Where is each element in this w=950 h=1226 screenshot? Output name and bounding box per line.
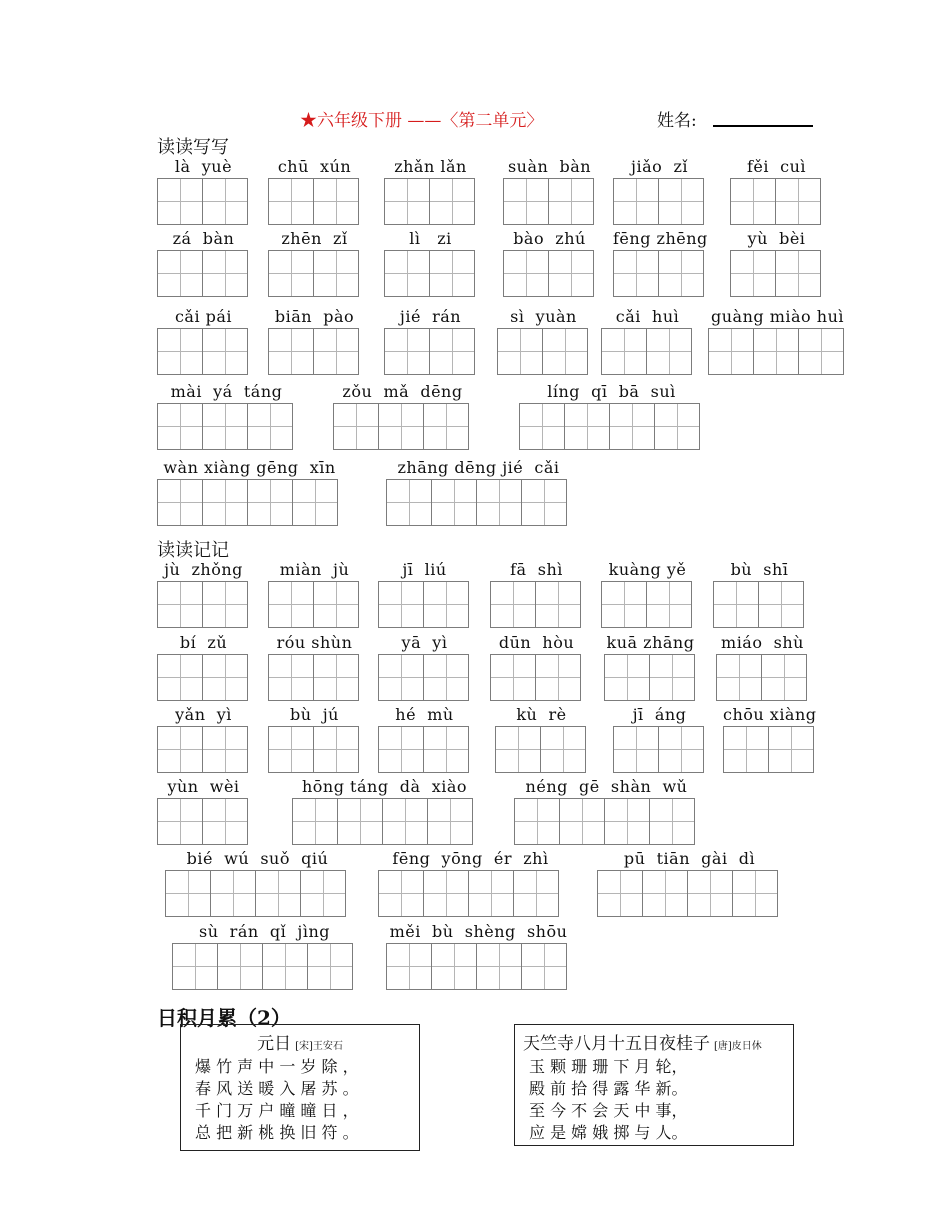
writing-cell[interactable]	[268, 178, 314, 225]
writing-cell[interactable]	[384, 328, 430, 375]
pinyin-label: bù shī	[730, 560, 789, 579]
word-group	[378, 633, 471, 703]
writing-cell[interactable]	[202, 403, 248, 450]
tianzige-grid	[268, 654, 358, 701]
writing-cell[interactable]	[378, 870, 424, 917]
poem-box-1	[180, 1024, 420, 1151]
word-group	[716, 633, 809, 703]
writing-cell[interactable]	[646, 328, 692, 375]
tianzige-grid	[495, 726, 585, 773]
tianzige-grid	[172, 943, 352, 990]
tianzige-grid	[165, 870, 345, 917]
pinyin-label: bù jú	[290, 705, 339, 724]
tianzige-grid	[157, 798, 247, 845]
pinyin-label: zhēn zǐ	[281, 229, 348, 248]
tianzige-grid	[378, 654, 468, 701]
writing-cell[interactable]	[514, 798, 560, 845]
writing-cell[interactable]	[535, 654, 581, 701]
writing-cell[interactable]	[268, 654, 314, 701]
pinyin-label: róu shùn	[276, 633, 353, 652]
word-group	[730, 229, 823, 299]
writing-cell[interactable]	[649, 654, 695, 701]
writing-cell[interactable]	[300, 870, 346, 917]
writing-cell[interactable]	[540, 726, 586, 773]
tianzige-grid	[384, 328, 474, 375]
writing-cell[interactable]	[654, 403, 700, 450]
word-group	[157, 777, 250, 847]
writing-cell[interactable]	[268, 328, 314, 375]
pinyin-label: bié wú suǒ qiú	[186, 849, 329, 868]
writing-cell[interactable]	[601, 328, 647, 375]
tianzige-grid	[716, 654, 806, 701]
pinyin-label: wàn xiàng gēng xīn	[163, 458, 336, 477]
tianzige-grid	[333, 403, 468, 450]
pinyin-label: miàn jù	[279, 560, 350, 579]
pinyin-label: zǒu mǎ dēng	[342, 382, 463, 401]
writing-cell[interactable]	[202, 726, 248, 773]
tianzige-grid	[292, 798, 472, 845]
writing-cell[interactable]	[427, 798, 473, 845]
writing-cell[interactable]	[476, 943, 522, 990]
tianzige-grid	[378, 870, 558, 917]
writing-cell[interactable]	[268, 726, 314, 773]
writing-cell[interactable]	[202, 654, 248, 701]
writing-cell[interactable]	[604, 798, 650, 845]
writing-cell[interactable]	[202, 250, 248, 297]
writing-cell[interactable]	[521, 479, 567, 526]
pinyin-label: líng qī bā suì	[547, 382, 676, 401]
word-group	[157, 157, 250, 227]
section-read-remember: 读读记记	[157, 540, 229, 561]
word-group	[165, 849, 350, 919]
writing-cell[interactable]	[165, 870, 211, 917]
writing-cell[interactable]	[313, 726, 359, 773]
writing-cell[interactable]	[382, 798, 428, 845]
pinyin-label: néng gē shàn wǔ	[525, 777, 688, 796]
word-group	[378, 849, 563, 919]
writing-cell[interactable]	[490, 654, 536, 701]
writing-cell[interactable]	[157, 328, 203, 375]
word-group	[490, 560, 583, 630]
writing-cell[interactable]	[658, 726, 704, 773]
tianzige-grid	[157, 581, 247, 628]
writing-cell[interactable]	[313, 178, 359, 225]
word-group	[384, 307, 477, 377]
poem-title-text: 天竺寺八月十五日夜桂子	[523, 1034, 710, 1054]
writing-cell[interactable]	[775, 178, 821, 225]
writing-cell[interactable]	[268, 250, 314, 297]
tianzige-grid	[730, 178, 820, 225]
writing-cell[interactable]	[378, 581, 424, 628]
pinyin-label: dūn hòu	[498, 633, 575, 652]
tianzige-grid	[157, 479, 337, 526]
pinyin-label: hōng táng dà xiào	[301, 777, 468, 796]
word-group	[613, 229, 706, 299]
writing-cell[interactable]	[761, 654, 807, 701]
pinyin-label: chōu xiàng	[723, 705, 817, 724]
writing-cell[interactable]	[758, 581, 804, 628]
pinyin-label: là yuè	[174, 157, 233, 176]
word-group	[503, 229, 596, 299]
writing-cell[interactable]	[548, 250, 594, 297]
writing-cell[interactable]	[716, 654, 762, 701]
writing-cell[interactable]	[775, 250, 821, 297]
pinyin-label: yù bèi	[747, 229, 806, 248]
writing-cell[interactable]	[157, 581, 203, 628]
writing-cell[interactable]	[431, 479, 477, 526]
writing-cell[interactable]	[384, 250, 430, 297]
writing-cell[interactable]	[642, 870, 688, 917]
tianzige-grid	[386, 943, 566, 990]
name-label: 姓名:	[657, 111, 697, 131]
writing-cell[interactable]	[292, 798, 338, 845]
tianzige-grid	[157, 250, 247, 297]
writing-cell[interactable]	[386, 479, 432, 526]
word-group	[519, 382, 704, 452]
word-group	[730, 157, 823, 227]
writing-cell[interactable]	[713, 581, 759, 628]
writing-cell[interactable]	[423, 726, 469, 773]
pinyin-label: jié rán	[399, 307, 462, 326]
poem-line: 爆 竹 声 中 一 岁 除 ，	[195, 1057, 359, 1076]
poem-title-text: 元日	[257, 1034, 292, 1054]
tianzige-grid	[157, 328, 247, 375]
word-group	[268, 157, 361, 227]
writing-cell[interactable]	[333, 403, 379, 450]
word-group	[384, 229, 477, 299]
writing-cell[interactable]	[157, 479, 203, 526]
word-group	[713, 560, 806, 630]
page-title: ★六年级下册 ——〈第二单元〉	[300, 111, 544, 131]
tianzige-grid	[613, 726, 703, 773]
writing-cell[interactable]	[708, 328, 754, 375]
writing-cell[interactable]	[658, 250, 704, 297]
tianzige-grid	[157, 726, 247, 773]
writing-cell[interactable]	[601, 581, 647, 628]
writing-cell[interactable]	[521, 943, 567, 990]
word-group	[601, 560, 694, 630]
writing-cell[interactable]	[262, 943, 308, 990]
writing-cell[interactable]	[649, 798, 695, 845]
writing-cell[interactable]	[268, 581, 314, 628]
pinyin-label: cǎi huì	[615, 307, 680, 326]
poem-line: 至 今 不 会 天 中 事，	[529, 1101, 688, 1120]
tianzige-grid	[519, 403, 699, 450]
writing-cell[interactable]	[202, 328, 248, 375]
tianzige-grid	[490, 581, 580, 628]
pinyin-label: fā shì	[510, 560, 563, 579]
writing-cell[interactable]	[423, 654, 469, 701]
poem-title	[515, 1029, 793, 1054]
tianzige-grid	[497, 328, 587, 375]
word-group	[268, 633, 361, 703]
pinyin-label: yǎn yì	[175, 705, 232, 724]
word-group	[490, 633, 583, 703]
word-group	[268, 705, 361, 775]
writing-cell[interactable]	[609, 403, 655, 450]
tianzige-grid	[597, 870, 777, 917]
pinyin-label: sù rán qǐ jìng	[198, 922, 330, 941]
word-group	[514, 777, 699, 847]
writing-cell[interactable]	[613, 726, 659, 773]
writing-cell[interactable]	[217, 943, 263, 990]
writing-cell[interactable]	[753, 328, 799, 375]
tianzige-grid	[157, 178, 247, 225]
pinyin-label: zhāng dēng jié cǎi	[397, 458, 560, 477]
tianzige-grid	[601, 581, 691, 628]
writing-cell[interactable]	[658, 178, 704, 225]
tianzige-grid	[723, 726, 813, 773]
pinyin-label: kuàng yě	[608, 560, 687, 579]
writing-cell[interactable]	[732, 870, 778, 917]
writing-cell[interactable]	[202, 479, 248, 526]
writing-cell[interactable]	[307, 943, 353, 990]
writing-cell[interactable]	[313, 654, 359, 701]
writing-cell[interactable]	[202, 798, 248, 845]
poem-author: [唐]皮日休	[714, 1041, 762, 1052]
writing-cell[interactable]	[542, 328, 588, 375]
writing-cell[interactable]	[798, 328, 844, 375]
writing-cell[interactable]	[497, 328, 543, 375]
writing-cell[interactable]	[157, 250, 203, 297]
tianzige-grid	[601, 328, 691, 375]
tianzige-grid	[268, 726, 358, 773]
poem-line: 千 门 万 户 曈 曈 日 ，	[195, 1101, 359, 1120]
writing-cell[interactable]	[513, 870, 559, 917]
tianzige-grid	[613, 250, 703, 297]
pinyin-label: jī liú	[402, 560, 447, 579]
word-group	[378, 705, 471, 775]
pinyin-label: bí zǔ	[179, 633, 228, 652]
writing-cell[interactable]	[157, 403, 203, 450]
tianzige-grid	[378, 726, 468, 773]
word-group	[497, 307, 590, 377]
tianzige-grid	[604, 654, 694, 701]
writing-cell[interactable]	[386, 943, 432, 990]
tianzige-grid	[730, 250, 820, 297]
writing-cell[interactable]	[495, 726, 541, 773]
writing-cell[interactable]	[564, 403, 610, 450]
pinyin-label: měi bù shèng shōu	[389, 922, 568, 941]
writing-cell[interactable]	[723, 726, 769, 773]
tianzige-grid	[378, 581, 468, 628]
word-group	[613, 157, 706, 227]
word-group	[157, 382, 296, 452]
writing-cell[interactable]	[687, 870, 733, 917]
tianzige-grid	[384, 250, 474, 297]
writing-cell[interactable]	[255, 870, 301, 917]
writing-cell[interactable]	[548, 178, 594, 225]
poem-line: 殿 前 拾 得 露 华 新。	[529, 1079, 688, 1098]
writing-cell[interactable]	[429, 328, 475, 375]
tianzige-grid	[503, 178, 593, 225]
pinyin-label: hé mù	[395, 705, 454, 724]
pinyin-label: fěi cuì	[746, 157, 807, 176]
writing-cell[interactable]	[429, 250, 475, 297]
writing-cell[interactable]	[535, 581, 581, 628]
poem-line: 应 是 嫦 娥 掷 与 人。	[529, 1123, 688, 1142]
word-group	[601, 307, 694, 377]
word-group	[268, 560, 361, 630]
writing-cell[interactable]	[468, 870, 514, 917]
writing-cell[interactable]	[768, 726, 814, 773]
poem-line: 玉 颗 珊 珊 下 月 轮，	[529, 1057, 688, 1076]
tianzige-grid	[268, 328, 358, 375]
pinyin-label: sì yuàn	[510, 307, 577, 326]
word-group	[157, 307, 250, 377]
tianzige-grid	[613, 178, 703, 225]
word-group	[157, 633, 250, 703]
poem-line: 总 把 新 桃 换 旧 符 。	[195, 1123, 359, 1142]
writing-cell[interactable]	[247, 403, 293, 450]
word-group	[157, 229, 250, 299]
writing-cell[interactable]	[423, 870, 469, 917]
section-accumulate: 日积月累（2）	[157, 1006, 291, 1030]
pinyin-label: cǎi pái	[174, 307, 233, 326]
writing-cell[interactable]	[730, 178, 776, 225]
writing-cell[interactable]	[157, 178, 203, 225]
writing-cell[interactable]	[157, 726, 203, 773]
word-group	[384, 157, 477, 227]
word-group	[613, 705, 706, 775]
writing-cell[interactable]	[313, 328, 359, 375]
word-group	[386, 922, 571, 992]
tianzige-grid	[268, 178, 358, 225]
tianzige-grid	[503, 250, 593, 297]
section-read-write: 读读写写	[157, 137, 229, 158]
poem-author: [宋]王安石	[295, 1041, 343, 1052]
pinyin-label: zhǎn lǎn	[394, 157, 467, 176]
word-group	[157, 560, 250, 630]
tianzige-grid	[268, 581, 358, 628]
poem-line: 春 风 送 暖 入 屠 苏 。	[195, 1079, 359, 1098]
writing-cell[interactable]	[378, 403, 424, 450]
writing-cell[interactable]	[519, 403, 565, 450]
name-blank-line[interactable]	[713, 125, 813, 127]
writing-cell[interactable]	[292, 479, 338, 526]
tianzige-grid	[713, 581, 803, 628]
pinyin-label: jù zhǒng	[164, 560, 243, 579]
writing-cell[interactable]	[604, 654, 650, 701]
tianzige-grid	[490, 654, 580, 701]
word-group	[604, 633, 697, 703]
writing-cell[interactable]	[202, 178, 248, 225]
writing-cell[interactable]	[429, 178, 475, 225]
word-group	[708, 307, 847, 377]
pinyin-label: jī áng	[632, 705, 687, 724]
writing-cell[interactable]	[646, 581, 692, 628]
writing-cell[interactable]	[172, 943, 218, 990]
writing-cell[interactable]	[423, 403, 469, 450]
writing-cell[interactable]	[423, 581, 469, 628]
poem-title	[181, 1029, 419, 1054]
writing-cell[interactable]	[378, 726, 424, 773]
word-group	[495, 705, 588, 775]
writing-cell[interactable]	[431, 943, 477, 990]
writing-cell[interactable]	[313, 581, 359, 628]
word-group	[292, 777, 477, 847]
writing-cell[interactable]	[613, 250, 659, 297]
pinyin-label: biān pào	[274, 307, 355, 326]
writing-cell[interactable]	[210, 870, 256, 917]
writing-cell[interactable]	[730, 250, 776, 297]
pinyin-label: mài yá táng	[170, 382, 283, 401]
pinyin-label: kù rè	[516, 705, 567, 724]
tianzige-grid	[157, 654, 247, 701]
writing-cell[interactable]	[247, 479, 293, 526]
word-group	[378, 560, 471, 630]
writing-cell[interactable]	[597, 870, 643, 917]
pinyin-label: pū tiān gài dì	[623, 849, 756, 868]
writing-cell[interactable]	[313, 250, 359, 297]
writing-cell[interactable]	[157, 798, 203, 845]
pinyin-label: kuā zhāng	[606, 633, 695, 652]
pinyin-label: fēng yōng ér zhì	[392, 849, 549, 868]
tianzige-grid	[386, 479, 566, 526]
writing-cell[interactable]	[559, 798, 605, 845]
pinyin-label: yā yì	[401, 633, 448, 652]
poem-box-2	[514, 1024, 794, 1146]
pinyin-label: chū xún	[277, 157, 352, 176]
pinyin-label: zá bàn	[172, 229, 235, 248]
pinyin-label: bào zhú	[513, 229, 586, 248]
word-group	[268, 307, 361, 377]
pinyin-label: miáo shù	[721, 633, 804, 652]
writing-cell[interactable]	[202, 581, 248, 628]
writing-cell[interactable]	[476, 479, 522, 526]
writing-cell[interactable]	[384, 178, 430, 225]
writing-cell[interactable]	[490, 581, 536, 628]
writing-cell[interactable]	[503, 178, 549, 225]
pinyin-label: guàng miào huì	[711, 307, 844, 326]
tianzige-grid	[157, 403, 292, 450]
word-group	[723, 705, 816, 775]
word-group	[503, 157, 596, 227]
pinyin-label: suàn bàn	[507, 157, 592, 176]
writing-cell[interactable]	[613, 178, 659, 225]
writing-cell[interactable]	[337, 798, 383, 845]
tianzige-grid	[384, 178, 474, 225]
word-group	[172, 922, 357, 992]
word-group	[157, 458, 342, 528]
pinyin-label: lì zi	[409, 229, 452, 248]
pinyin-label: jiǎo zǐ	[631, 157, 688, 176]
tianzige-grid	[514, 798, 694, 845]
word-group	[157, 705, 250, 775]
writing-cell[interactable]	[503, 250, 549, 297]
writing-cell[interactable]	[378, 654, 424, 701]
word-group	[386, 458, 571, 528]
pinyin-label: fēng zhēng	[613, 229, 708, 248]
word-group	[268, 229, 361, 299]
writing-cell[interactable]	[157, 654, 203, 701]
word-group	[597, 849, 782, 919]
pinyin-label: yùn wèi	[167, 777, 240, 796]
word-group	[333, 382, 472, 452]
tianzige-grid	[268, 250, 358, 297]
tianzige-grid	[708, 328, 843, 375]
